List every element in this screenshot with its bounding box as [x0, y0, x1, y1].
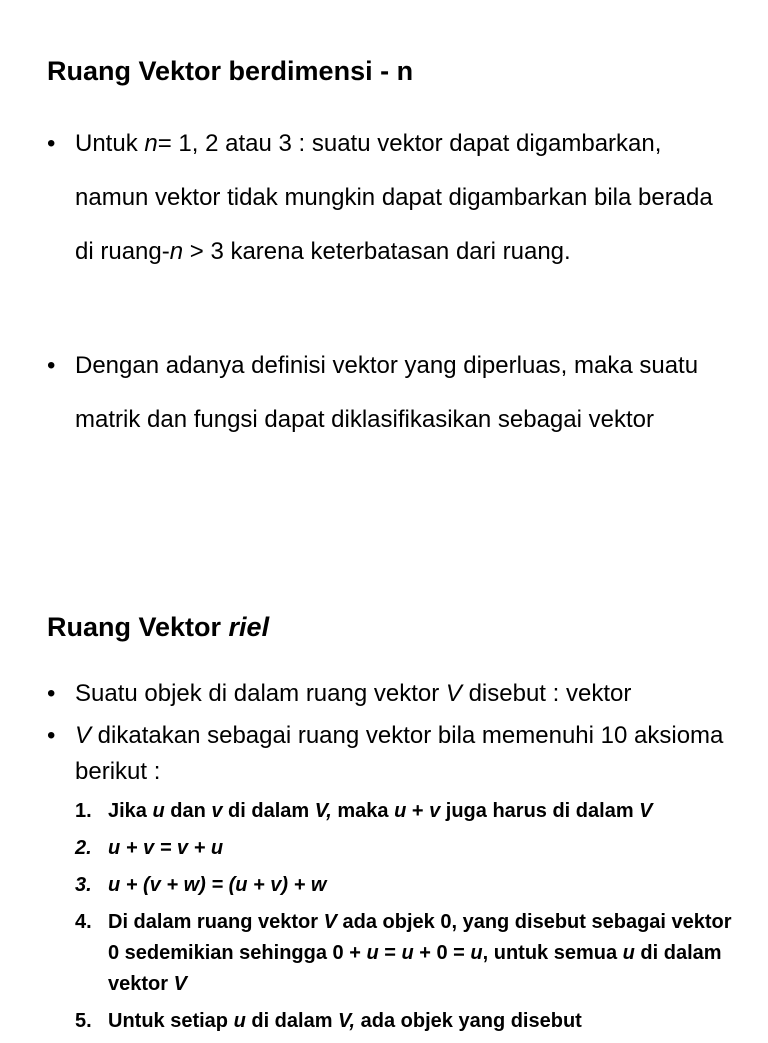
text-run: = 1, 2 atau 3 : suatu vektor dapat digambarkan, namun vektor tidak mungkin dapat digambarkan bila berada di ruang-: [75, 130, 713, 265]
text-run: juga harus di dalam: [440, 800, 640, 822]
math-var-V: V: [173, 973, 187, 995]
axiom-text: u + v = v + u: [108, 837, 224, 859]
text-run: di dalam: [222, 800, 315, 822]
title-italic-text: riel: [228, 612, 270, 642]
bullet-text: [75, 676, 737, 712]
text-run: maka: [331, 800, 395, 822]
math-var-V: V: [323, 911, 337, 933]
text-run: + 0 =: [413, 942, 471, 964]
math-var-V: V: [639, 800, 653, 822]
axiom-item: [75, 796, 735, 827]
bullet-text: Dengan adanya definisi vektor yang diperluas, maka suatu matrik dan fungsi dapat diklasifikasikan sebagai vektor: [75, 352, 699, 433]
axiom-item: [75, 1006, 735, 1037]
math-var-u: u: [401, 942, 414, 964]
axiom-item: [75, 833, 735, 864]
axiom-item: [75, 870, 735, 901]
bullet-text: [75, 718, 737, 790]
bullet-item-axioms-intro: [47, 718, 737, 790]
math-var-u: u: [366, 942, 379, 964]
bullet-dot: •: [47, 130, 56, 157]
section-title-n-dimensional: [47, 56, 413, 87]
text-run: di dalam vektor: [108, 942, 722, 995]
bullet-dot: •: [47, 680, 56, 707]
axiom-number: 4.: [75, 911, 92, 933]
bullet-dot: •: [47, 352, 56, 379]
text-run: ada objek yang disebut: [355, 1010, 582, 1032]
text-run: dikatakan sebagai ruang vektor bila memenuhi 10 aksioma berikut :: [75, 722, 724, 785]
text-run: Untuk setiap: [108, 1010, 234, 1032]
bullet-text: [75, 117, 737, 279]
title-text: Ruang Vektor: [47, 612, 229, 642]
axiom-number: 2.: [75, 837, 92, 859]
math-var-u: u: [152, 800, 165, 822]
axiom-item: [75, 907, 735, 1000]
math-var-n: n: [144, 130, 158, 157]
math-var-V: V: [445, 680, 462, 707]
text-run: Jika: [108, 800, 153, 822]
axiom-text: [108, 911, 732, 995]
text-run: Suatu objek di dalam ruang vektor: [75, 680, 446, 707]
text-run: +: [406, 800, 430, 822]
text-run: di dalam: [245, 1010, 339, 1032]
math-var-u: u: [622, 942, 635, 964]
text-run: > 3 karena keterbatasan dari ruang.: [183, 238, 571, 265]
section-title-real-vector-space: [47, 612, 269, 643]
axiom-number: 1.: [75, 800, 92, 822]
axiom-number: 3.: [75, 874, 92, 896]
bullet-item-object-definition: [47, 676, 737, 712]
title-text: Ruang Vektor berdimensi - n: [47, 56, 414, 86]
axiom-text: u + (v + w) = (u + v) + w: [108, 874, 327, 896]
math-var-v: v: [429, 800, 441, 822]
text-run: disebut : vektor: [461, 680, 632, 707]
bullet-dot: •: [47, 722, 56, 749]
text-run: Untuk: [75, 130, 145, 157]
math-var-V: V,: [314, 800, 332, 822]
text-run: , untuk semua: [482, 942, 623, 964]
text-run: =: [378, 942, 402, 964]
math-var-n: n: [169, 238, 184, 265]
math-var-V: V,: [338, 1010, 356, 1032]
math-var-v: v: [211, 800, 223, 822]
bullet-item-visualization: [47, 117, 737, 279]
math-var-u: u: [394, 800, 407, 822]
math-var-V: V: [75, 722, 92, 749]
text-run: ada objek 0, yang disebut sebagai vektor 0 sedemikian sehingga 0 +: [108, 911, 732, 964]
text-run: dan: [164, 800, 212, 822]
bullet-item-extended-definition: [47, 339, 737, 447]
axiom-list: [75, 796, 735, 1043]
math-var-u: u: [233, 1010, 246, 1032]
math-var-u: u: [470, 942, 483, 964]
axiom-text: [108, 1010, 582, 1032]
axiom-number: 5.: [75, 1010, 92, 1032]
text-run: Di dalam ruang vektor: [108, 911, 324, 933]
axiom-text: [108, 800, 653, 822]
